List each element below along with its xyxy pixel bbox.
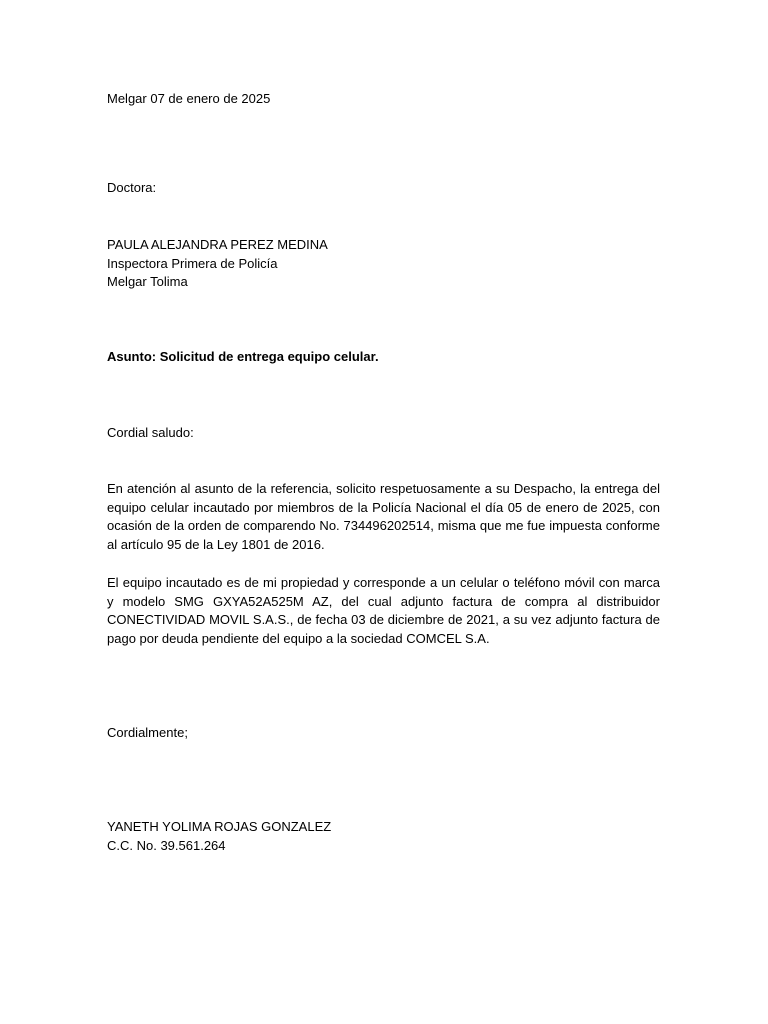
signer-name: YANETH YOLIMA ROJAS GONZALEZ xyxy=(107,819,332,834)
recipient-position: Inspectora Primera de Policía xyxy=(107,255,278,271)
closing: Cordialmente; xyxy=(107,725,188,740)
body-paragraph-2: El equipo incautado es de mi propiedad y corresponde a un celular o teléfono móvil con marca y modelo SMG GXYA52A525M AZ, del cual adjunto factura de compra al distribuidor CONECTIVIDAD MOVIL S.A.S., de fecha 03 de diciembre de 2021, a su vez adjunto factura de pago por deuda pendiente del equipo a la sociedad COMCEL S.A. xyxy=(107,575,660,646)
body-paragraph-1: En atención al asunto de la referencia, solicito respetuosamente a su Despacho, la entrega del equipo celular incautado por miembros de la Policía Nacional el día 05 de enero de 2025, con ocasión de la orden de comparendo No. 734496202514, misma que me fue impuesta conforme al artículo 95 de la Ley 1801 de 2016. xyxy=(107,481,660,552)
recipient-location: Melgar Tolima xyxy=(107,274,188,290)
signer-id: C.C. No. 39.561.264 xyxy=(107,837,226,853)
signature-block xyxy=(107,818,660,855)
subject-line: Asunto: Solicitud de entrega equipo celular. xyxy=(107,349,379,364)
greeting: Cordial saludo: xyxy=(107,425,194,440)
recipient-block xyxy=(107,236,660,292)
recipient-name: PAULA ALEJANDRA PEREZ MEDINA xyxy=(107,237,328,252)
salutation-title: Doctora: xyxy=(107,180,157,195)
date-line: Melgar 07 de enero de 2025 xyxy=(107,91,271,106)
